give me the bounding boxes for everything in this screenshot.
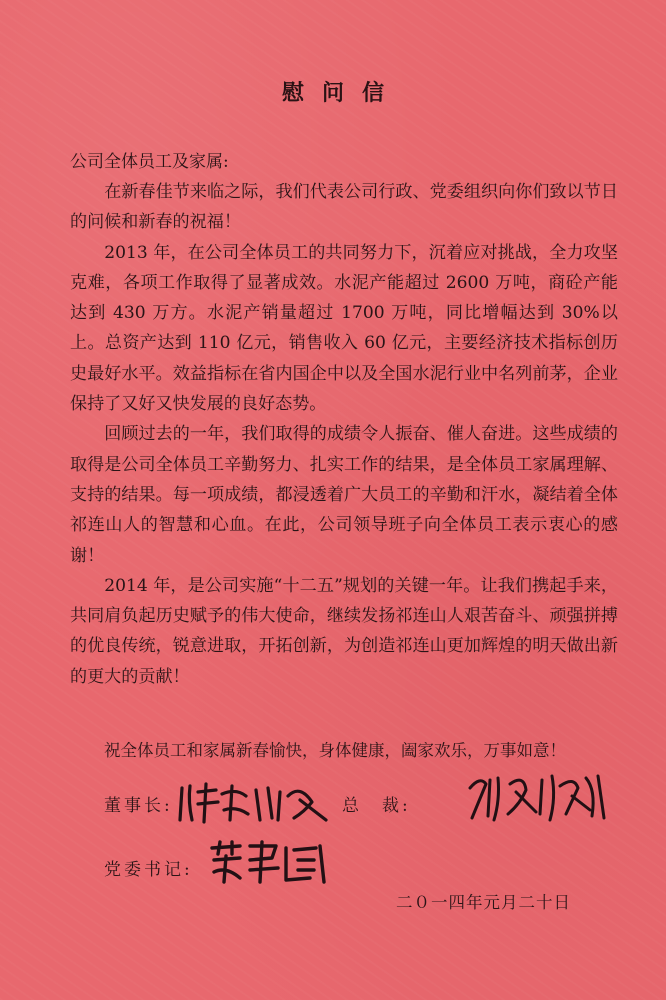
paragraph-greeting: 在新春佳节来临之际，我们代表公司行政、党委组织向你们致以节日的问候和新春的祝福！	[70, 182, 618, 233]
salutation: 公司全体员工及家属:	[70, 152, 229, 172]
party-secretary-label: 党委书记:	[104, 860, 193, 880]
paragraph-outlook-2014: 2014 年，是公司实施“十二五”规划的关键一年。让我们携起手来，共同肩负起历史赋予的伟大使命，继续发扬祁连山人艰苦奋斗、顽强拼搏的优良传统，锐意进取，开拓创新，为创造祁连山更加辉煌的明天做出新的更大的贡献！	[70, 575, 618, 687]
president-label: 总 裁:	[342, 796, 411, 816]
president-signature	[460, 770, 610, 826]
party-secretary-signature	[206, 838, 336, 886]
paragraph-achievements-2013: 2013 年，在公司全体员工的共同努力下，沉着应对挑战，全力攻坚克难，各项工作取得了显著成效。水泥产能超过 2600 万吨，商砼产能达到 430 万方。水泥产销量超过 1700 万吨，同比增幅达到 30%以上。总资产达到 110 亿元，销售收入 60 亿元，主要经济技术指标创历史最好水平。效益指标在省内国企中以及全国水泥行业中名列前茅，企业保持了又好又快发展的良好态势。	[70, 242, 618, 415]
chairman-signature	[176, 780, 336, 828]
letter-date: 二０一四年元月二十日	[396, 893, 571, 912]
paragraph-review: 回顾过去的一年，我们取得的成绩令人振奋、催人奋进。这些成绩的取得是公司全体员工辛勤努力、扎实工作的结果，是全体员工家属理解、支持的结果。每一项成绩，都浸透着广大员工的辛勤和汗水，凝结着全体祁连山人的智慧和心血。在此，公司领导班子向全体员工表示衷心的感谢！	[70, 424, 618, 566]
letter-title: 慰问信	[281, 80, 402, 106]
closing-wishes: 祝全体员工和家属新春愉快，身体健康，阖家欢乐，万事如意！	[104, 741, 566, 760]
letter-body	[70, 177, 618, 692]
chairman-label: 董事长:	[104, 796, 173, 816]
